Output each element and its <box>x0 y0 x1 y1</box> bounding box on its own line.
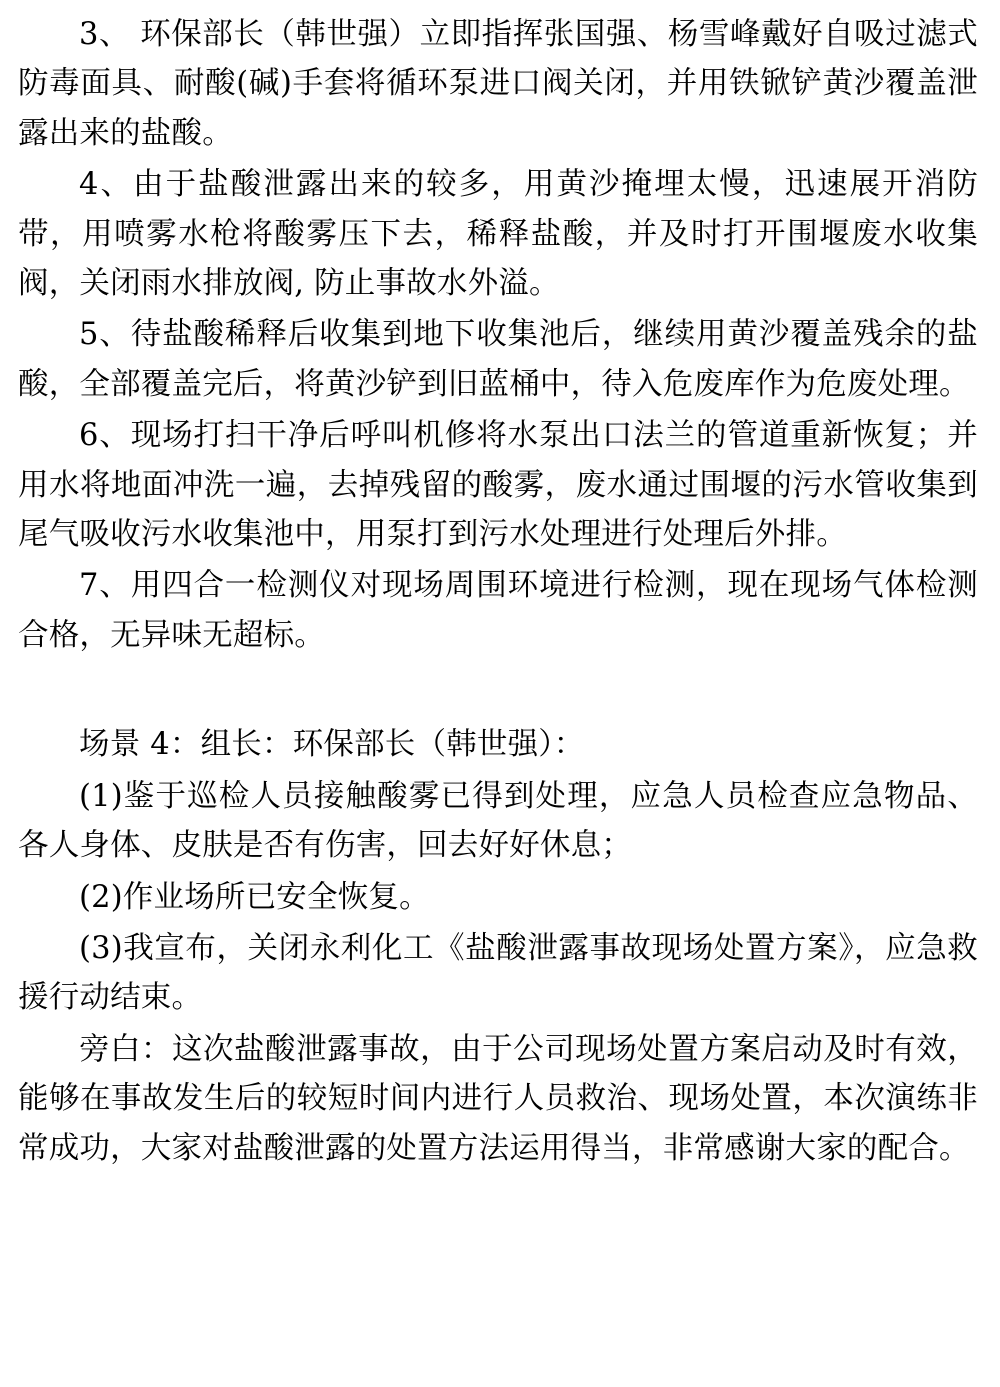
paragraph-item-7: 7、用四合一检测仪对现场周围环境进行检测，现在现场气体检测合格，无异味无超标。 <box>18 568 978 653</box>
paragraph-item-3: 3、 环保部长（韩世强）立即指挥张国强、杨雪峰戴好自吸过滤式防毒面具、耐酸(碱)手套将循环泵进口阀关闭，并用铁锨铲黄沙覆盖泄露出来的盐酸。 <box>18 17 978 151</box>
paragraph-item-4: 4、由于盐酸泄露出来的较多，用黄沙掩埋太慢，迅速展开消防带，用喷雾水枪将酸雾压下去，稀释盐酸，并及时打开围堰废水收集阀，关闭雨水排放阀, 防止事故水外溢。 <box>18 167 978 302</box>
scene-heading: 场景 4：组长：环保部长（韩世强）： <box>79 727 585 763</box>
scene-item-3: (3)我宣布，关闭永利化工《盐酸泄露事故现场处置方案》，应急救援行动结束。 <box>18 930 978 1016</box>
scene-item-2: (2)作业场所已安全恢复。 <box>79 879 430 915</box>
paragraph-item-5: 5、待盐酸稀释后收集到地下收集池后，继续用黄沙覆盖残余的盐酸，全部覆盖完后，将黄沙铲到旧蓝桶中，待入危废库作为危废处理。 <box>18 317 978 402</box>
paragraph-item-6: 6、现场打扫干净后呼叫机修将水泵出口法兰的管道重新恢复；并用水将地面冲洗一遍，去掉残留的酸雾，废水通过围堰的污水管收集到尾气吸收污水收集池中，用泵打到污水处理进行处理后外排。 <box>18 418 978 553</box>
narration-paragraph: 旁白：这次盐酸泄露事故，由于公司现场处置方案启动及时有效，能够在事故发生后的较短时间内进行人员救治、现场处置，本次演练非常成功，大家对盐酸泄露的处置方法运用得当，非常感谢大家的配合。 <box>18 1031 978 1166</box>
scene-item-1: (1)鉴于巡检人员接触酸雾已得到处理，应急人员检查应急物品、各人身体、皮肤是否有伤害，回去好好休息； <box>18 778 978 864</box>
section-spacer <box>18 662 978 720</box>
